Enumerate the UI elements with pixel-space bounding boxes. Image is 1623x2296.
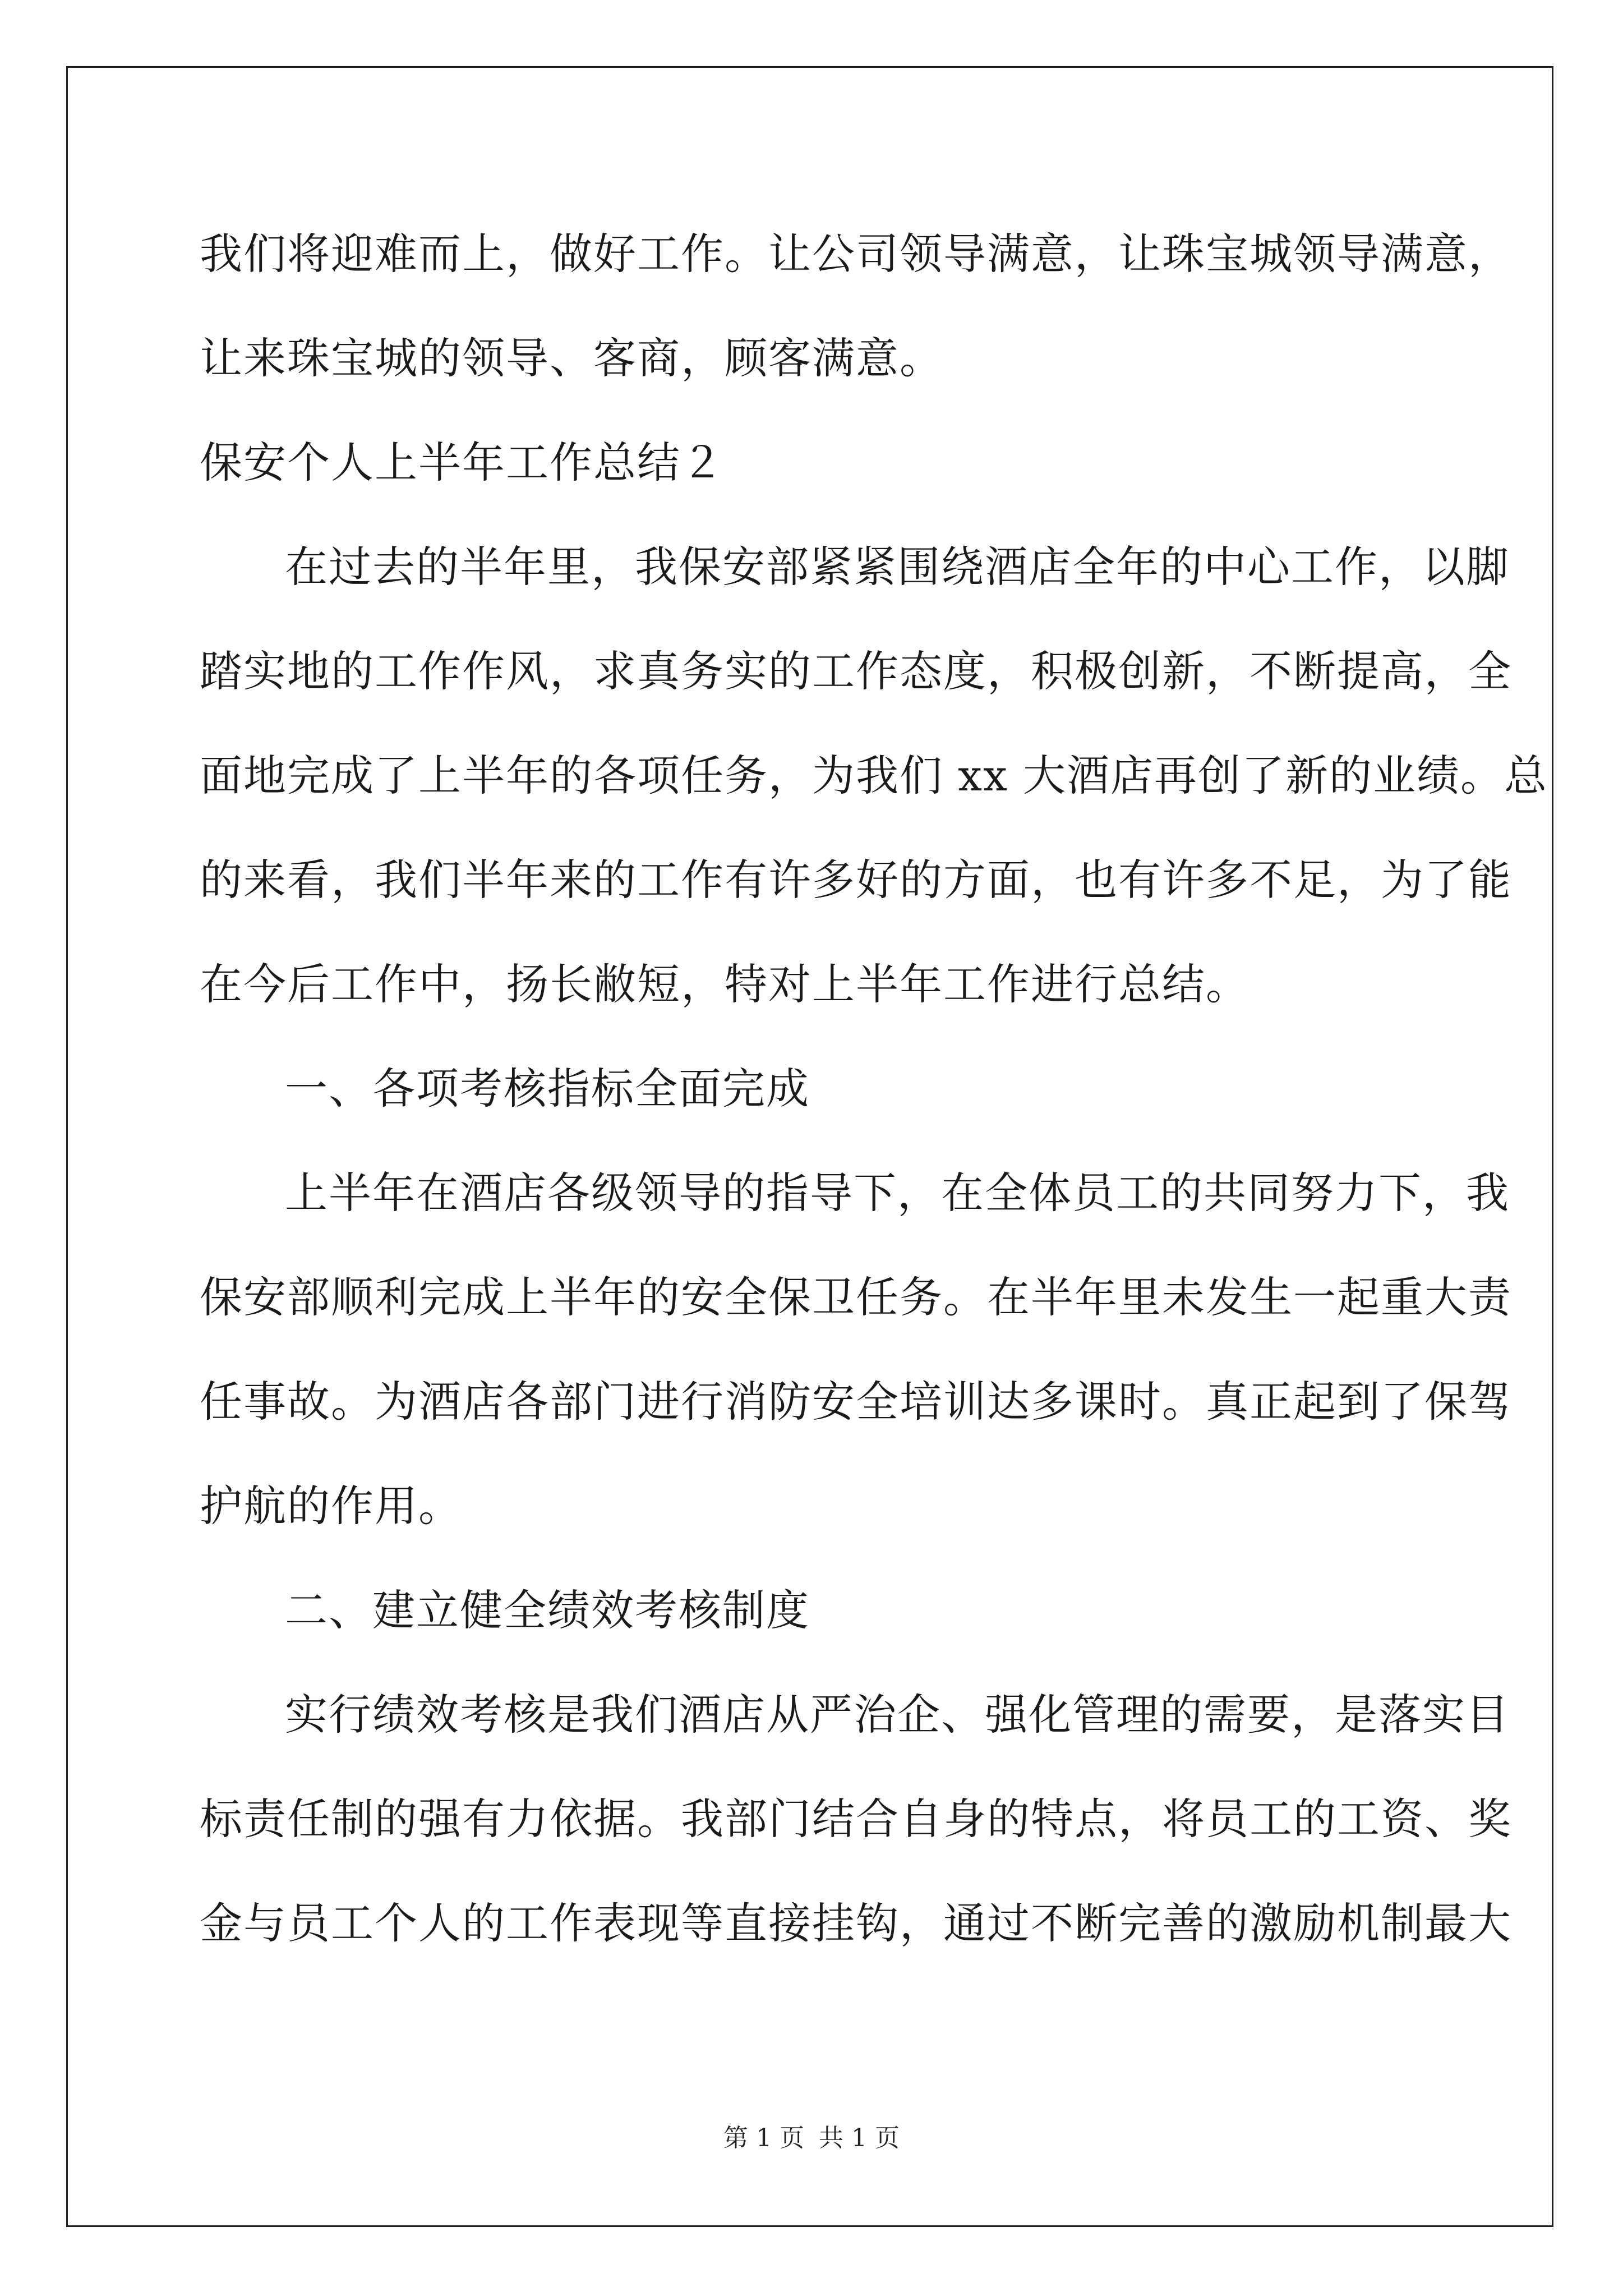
heading-two: 二、建立健全绩效考核制度 <box>285 1585 810 1635</box>
page-total: 共 1 页 <box>819 2124 900 2152</box>
heading-one: 一、各项考核指标全面完成 <box>285 1064 810 1114</box>
document-body <box>200 202 1548 1976</box>
text-line-6: 面地完成了上半年的各项任务，为我们 xx 大酒店再创了新的业绩。总 <box>200 751 1548 800</box>
text-line-17: 金与员工个人的工作表现等直接挂钩，通过不断完善的激励机制最大 <box>200 1898 1512 1948</box>
page-number: 第 1 页 <box>723 2124 804 2152</box>
text-line-2: 让来珠宝城的领导、客商，顾客满意。 <box>200 333 943 383</box>
text-line-15: 实行绩效考核是我们酒店从严治企、强化管理的需要，是落实目 <box>285 1690 1510 1740</box>
text-line-11: 保安部顺利完成上半年的安全保卫任务。在半年里未发生一起重大责 <box>200 1272 1512 1322</box>
text-line-7: 的来看，我们半年来的工作有许多好的方面，也有许多不足，为了能 <box>200 855 1512 905</box>
text-line-12: 任事故。为酒店各部门进行消防安全培训达多课时。真正起到了保驾 <box>200 1377 1512 1427</box>
text-line-4: 在过去的半年里，我保安部紧紧围绕酒店全年的中心工作，以脚 <box>285 542 1510 592</box>
text-line-1: 我们将迎难而上，做好工作。让公司领导满意，让珠宝城领导满意， <box>200 229 1512 279</box>
text-line-8: 在今后工作中，扬长敝短，特对上半年工作进行总结。 <box>200 959 1249 1009</box>
page-footer <box>0 2122 1623 2155</box>
section-title: 保安个人上半年工作总结２ <box>200 438 725 487</box>
text-line-13: 护航的作用。 <box>200 1481 462 1531</box>
text-line-16: 标责任制的强有力依据。我部门结合自身的特点，将员工的工资、奖 <box>200 1794 1512 1844</box>
text-line-5: 踏实地的工作作风，求真务实的工作态度，积极创新，不断提高，全 <box>200 646 1512 696</box>
text-line-10: 上半年在酒店各级领导的指导下，在全体员工的共同努力下，我 <box>285 1168 1510 1218</box>
